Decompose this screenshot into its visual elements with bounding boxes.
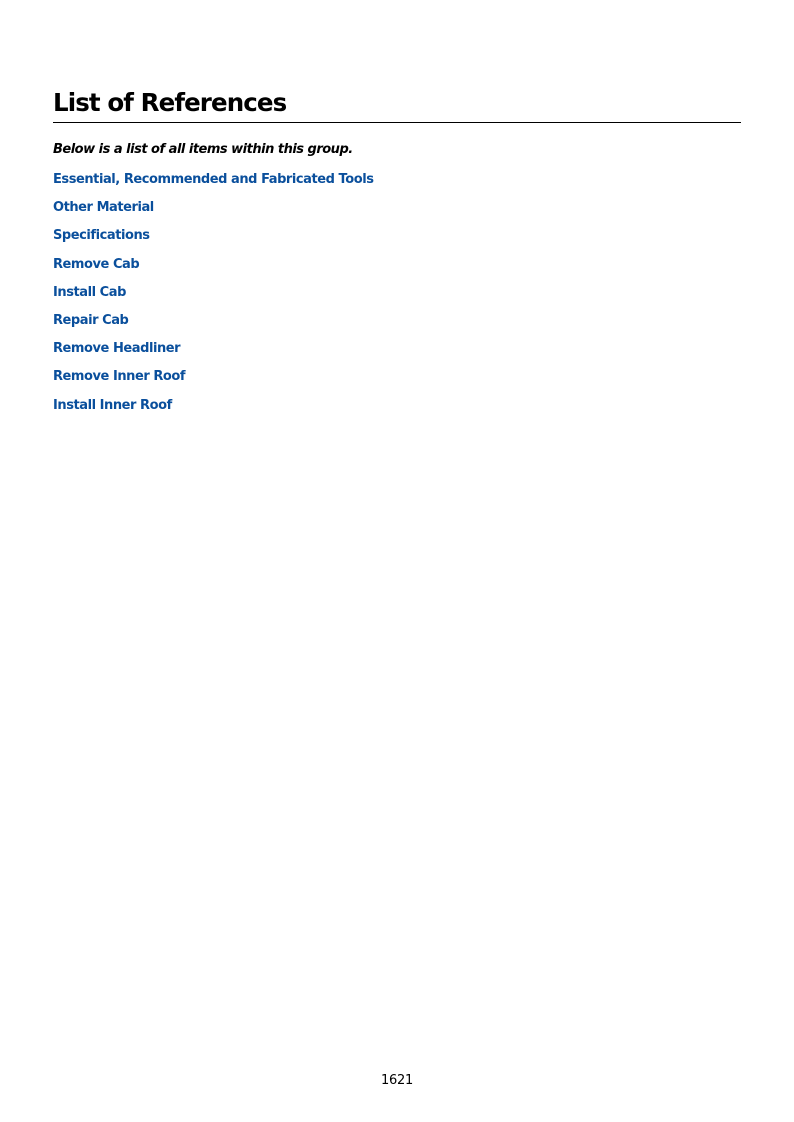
intro-text: Below is a list of all items within this group.: [53, 142, 353, 157]
reference-list: [53, 168, 374, 422]
list-item: [53, 365, 374, 393]
reference-link-specifications[interactable]: Specifications: [53, 228, 150, 244]
reference-link-essential-tools[interactable]: Essential, Recommended and Fabricated Tools: [53, 172, 374, 187]
reference-link-remove-inner-roof[interactable]: Remove Inner Roof: [53, 369, 186, 385]
reference-link-repair-cab[interactable]: Repair Cab: [53, 312, 129, 328]
reference-link-remove-headliner[interactable]: Remove Headliner: [53, 341, 181, 357]
reference-link-install-cab[interactable]: Install Cab: [53, 284, 126, 300]
list-item: [53, 281, 374, 309]
reference-link-install-inner-roof[interactable]: Install Inner Roof: [53, 397, 172, 413]
list-item: [53, 394, 374, 422]
list-item: [53, 224, 374, 252]
list-item: [53, 337, 374, 365]
list-item: [53, 196, 374, 224]
list-item: [53, 168, 374, 196]
reference-link-remove-cab[interactable]: Remove Cab: [53, 256, 140, 272]
page-number: 1621: [381, 1073, 413, 1088]
reference-link-other-material[interactable]: Other Material: [53, 200, 154, 216]
list-item: [53, 309, 374, 337]
list-item: [53, 253, 374, 281]
page-title: List of References: [53, 86, 741, 123]
